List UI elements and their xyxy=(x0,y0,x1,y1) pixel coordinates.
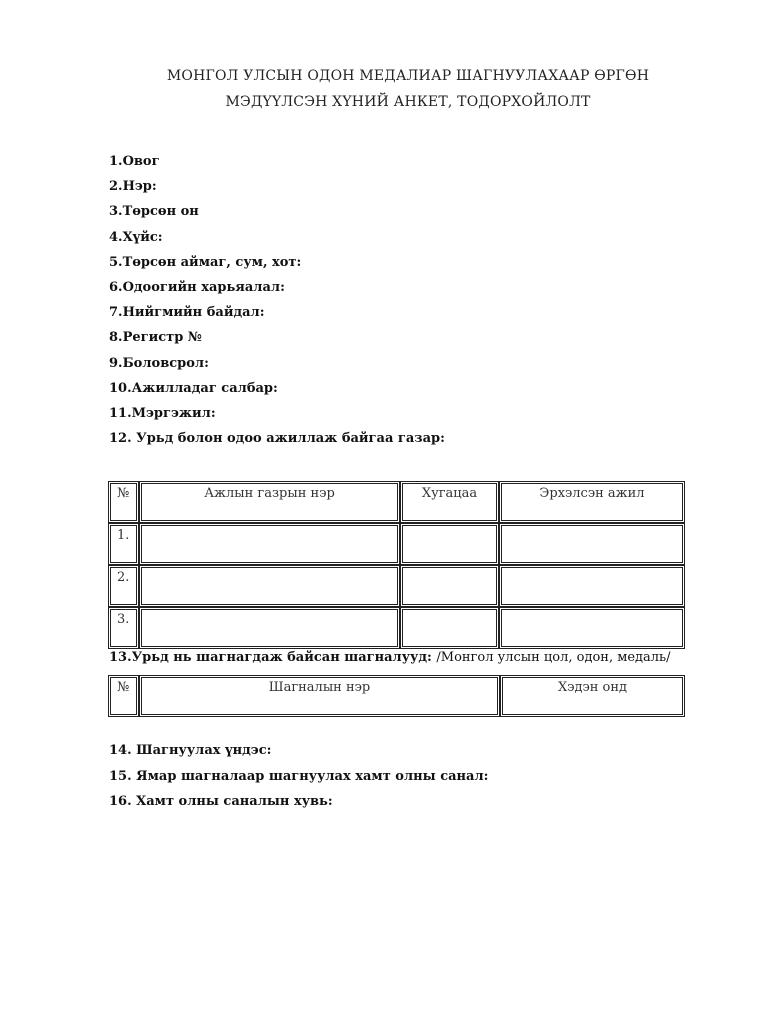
table-cell[interactable] xyxy=(139,565,400,607)
field-social-status: 7.Нийгмийн байдал: xyxy=(109,305,265,320)
header-number: № xyxy=(108,481,139,523)
field-register-number: 8.Регистр № xyxy=(109,330,202,345)
table-cell[interactable] xyxy=(400,523,499,565)
workplace-table xyxy=(108,481,685,649)
field-birth-year: 3.Төрсөн он xyxy=(109,204,199,219)
field-workplaces: 12. Урьд болон одоо ажиллаж байгаа газар: xyxy=(109,431,445,446)
row-number: 2. xyxy=(108,565,139,607)
table-cell[interactable] xyxy=(499,607,685,649)
field-education: 9.Боловсрол: xyxy=(109,356,209,371)
field-previous-awards-label: 13.Урьд нь шагнагдаж байсан шагналууд: xyxy=(109,650,432,665)
field-birthplace: 5.Төрсөн аймаг, сум, хот: xyxy=(109,255,302,270)
table-cell[interactable] xyxy=(400,607,499,649)
field-surname: 1.Овог xyxy=(109,154,160,169)
field-award-proposal: 15. Ямар шагналаар шагнуулах хамт олны санал: xyxy=(109,769,489,784)
table-cell[interactable] xyxy=(400,565,499,607)
field-vote-percentage: 16. Хамт олны саналын хувь: xyxy=(109,794,333,809)
header-award-name: Шагналын нэр xyxy=(139,675,500,717)
field-current-residence: 6.Одоогийн харьяалал: xyxy=(109,280,285,295)
table-row xyxy=(108,607,685,649)
row-number: 1. xyxy=(108,523,139,565)
table-cell[interactable] xyxy=(139,523,400,565)
table-row xyxy=(108,523,685,565)
table-header-row xyxy=(108,675,685,717)
table-cell[interactable] xyxy=(499,523,685,565)
field-previous-awards-note: /Монгол улсын цол, одон, медаль/ xyxy=(436,650,671,665)
table-header-row xyxy=(108,481,685,523)
header-position: Эрхэлсэн ажил xyxy=(499,481,685,523)
row-number: 3. xyxy=(108,607,139,649)
header-number: № xyxy=(108,675,139,717)
field-award-basis: 14. Шагнуулах үндэс: xyxy=(109,743,272,758)
awards-table xyxy=(108,675,685,717)
field-work-sector: 10.Ажилладаг салбар: xyxy=(109,381,278,396)
header-workplace-name: Ажлын газрын нэр xyxy=(139,481,400,523)
form-title-line-1: МОНГОЛ УЛСЫН ОДОН МЕДАЛИАР ШАГНУУЛАХААР ӨРГӨН xyxy=(166,68,650,84)
field-profession: 11.Мэргэжил: xyxy=(109,406,216,421)
table-cell[interactable] xyxy=(499,565,685,607)
field-name: 2.Нэр: xyxy=(109,179,157,194)
field-gender: 4.Хүйс: xyxy=(109,230,163,245)
table-cell[interactable] xyxy=(139,607,400,649)
field-previous-awards xyxy=(109,650,671,665)
header-duration: Хугацаа xyxy=(400,481,499,523)
form-title-line-2: МЭДҮҮЛСЭН ХҮНИЙ АНКЕТ, ТОДОРХОЙЛОЛТ xyxy=(225,94,591,110)
table-row xyxy=(108,565,685,607)
header-award-year: Хэдэн онд xyxy=(500,675,685,717)
